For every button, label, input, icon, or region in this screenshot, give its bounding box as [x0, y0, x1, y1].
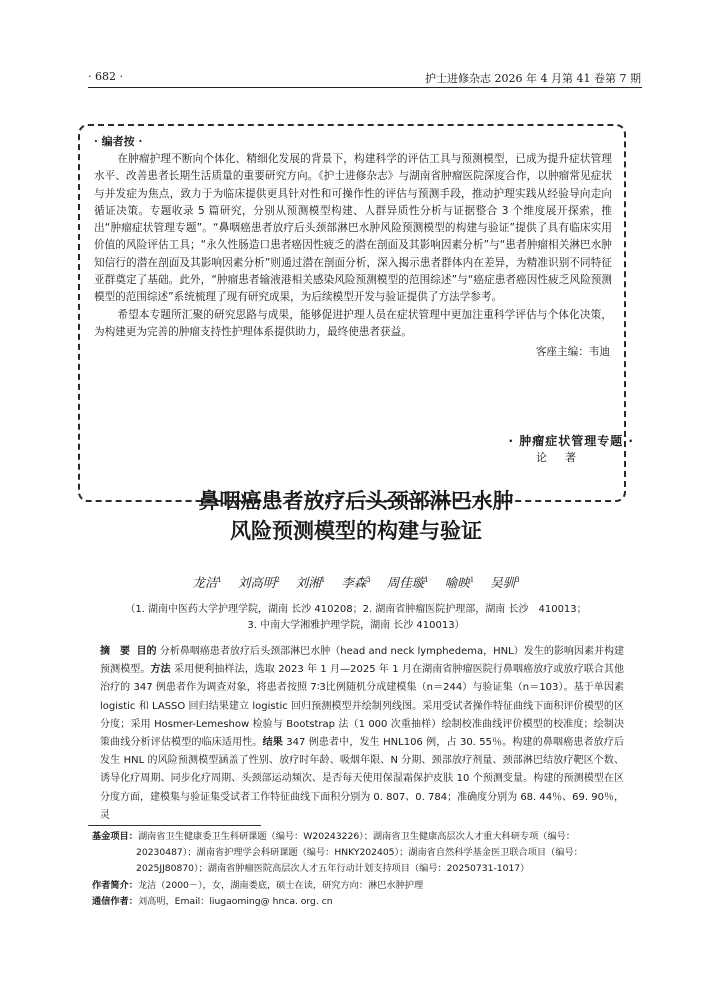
funding-note-cont: 2025JJ80870）；湖南省肿瘤医院高层次人才五年行动计划支持项目（编号：20250731-1017）	[136, 863, 530, 875]
methods-label: 方法	[150, 664, 171, 676]
author-list	[0, 573, 712, 591]
objective-text: 分析鼻咽癌患者放疗后头颈部淋巴水肿（head and neck lymphedema，HNL）发生的影响因素并构建预测模型。	[100, 646, 625, 676]
results-label: 结果	[262, 737, 283, 749]
corresponding-author: 通信作者：刘高明，Email：liugaoming@ hnca. org. cn	[92, 895, 333, 907]
author-bio: 作者简介：龙洁（2000－），女，湖南娄底，硕士在读，研究方向：淋巴水肿护理	[92, 879, 424, 891]
editor-note-title: · 编者按 ·	[94, 135, 143, 148]
affiliations	[100, 602, 612, 634]
article-title-line: 风险预测模型的构建与验证	[230, 519, 482, 543]
funding-note-cont: 20230487）；湖南省护理学会科研课题（编号：HNKY202405）；湖南省自然科学基金医卫联合项目（编号：	[136, 847, 583, 859]
author: 龙洁$^1$	[192, 575, 222, 590]
editor-note-paragraph: 希望本专题所汇聚的研究思路与成果，能够促进护理人员在症状管理中更加注重科学评估与个体化决策，为构建更为完善的肿瘤支持性护理体系提供助力，最终使患者获益。	[94, 308, 612, 338]
page-number: · 682 ·	[88, 70, 123, 83]
footnotes	[92, 829, 638, 910]
funding-note: 基金项目：湖南省卫生健康委卫生科研课题（编号：W20243226）；湖南省卫生健康高层次人才重大科研专项（编号：	[92, 831, 576, 842]
affiliation-line: 3. 中南大学湘雅护理学院，湖南 长沙 410013）	[247, 620, 465, 631]
header-rule	[88, 87, 642, 88]
article-title	[0, 486, 712, 546]
author: 刘湘$^1$	[295, 575, 326, 590]
article-title-line: 鼻咽癌患者放疗后头颈部淋巴水肿	[198, 489, 514, 513]
author: 刘高明$^2$	[237, 575, 280, 590]
series-label: · 肿瘤症状管理专题 ·	[508, 434, 634, 448]
author: 周佳璇$^1$	[386, 575, 429, 590]
abstract-label: 摘 要	[100, 646, 131, 657]
abstract	[100, 643, 624, 825]
editor-note-signature: 客座主编：韦迪	[535, 346, 610, 359]
methods-text: 采用便利抽样法，选取 2023 年 1 月—2025 年 1 月在湖南省肿瘤医院行鼻咽癌放疗或放疗联合其他治疗的 347 例患者作为调查对象，将患者按照 7∶3比例随机分成建模集（n＝244）与验证集（n＝103）。基于单因素 logistic 和 LASSO 回归结果建立 logistic 回归预测模型并绘制列线图。采用受试者操作特征曲线下面积评价模型的区分度；采用 Hosmer-Lemeshow 检验与 Bootstrap 法（1 000 次重抽样）绘制校准曲线评价模型的校准度；绘制决策曲线分析评估模型的临床适用性。	[100, 664, 625, 749]
footnote-rule	[88, 825, 261, 826]
objective-label: 目的	[136, 646, 157, 657]
author: 李森$^3$	[341, 575, 371, 590]
column-type: 论著	[536, 451, 594, 464]
journal-header: 护士进修杂志 2026 年 4 月第 41 卷第 7 期	[425, 72, 641, 85]
author: 喻映$^1$	[444, 575, 475, 590]
editor-note-paragraph: 在肿瘤护理不断向个体化、精细化发展的背景下，构建科学的评估工具与预测模型，已成为提升症状管理水平、改善患者长期生活质量的重要研究方向。《护士进修杂志》与湖南省肿瘤医院深度合作，以肿瘤常见症状与并发症为焦点，致力于为临床提供更具针对性和可操作性的评估与预测手段，推动护理实践从经验导向走向循证决策。专题收录 5 篇研究，分别从预测模型构建、人群异质性分析与证据整合 3 个维度展开探索，推出“肿瘤症状管理专题”。“鼻咽癌患者放疗后头颈部淋巴水肿风险预测模型的构建与验证”提供了具有临床实用价值的风险评估工具；“永久性肠造口患者癌因性疲乏的潜在剖面及其影响因素分析”与“患者肿瘤相关淋巴水肿知信行的潜在剖面及其影响因素分析”则通过潜在剖面分析，深入揭示患者群体内在差异，为精准识别不同特征亚群奠定了基础。此外，“肿瘤患者输液港相关感染风险预测模型的范围综述”与“癌症患者癌因性疲乏风险预测模型的范围综述”系统梳理了现有研究成果，为后续模型开发与验证提供了方法学参考。	[94, 153, 612, 304]
author: 吴驯$^3$	[490, 575, 520, 590]
affiliation-line: （1. 湖南中医药大学护理学院，湖南 长沙 410208；2. 湖南省肿瘤医院护理部，湖南 长沙 410013；	[125, 604, 587, 615]
results-text: 347 例患者中，发生 HNL106 例，占 30. 55％。构建的鼻咽癌患者放疗后发生 HNL 的风险预测模型涵盖了性别、放疗时年龄、吸烟年限、N 分期、颈部放疗剂量、颈部淋巴结放疗靶区个数、诱导化疗周期、同步化疗周期、头颈部运动频次、是否每天使用保湿霜保护皮肤 10 个预测变量。构建的预测模型在区分度方面，建模集与验证集受试者工作特征曲线下面积分别为 0. 807、0. 784；准确度分别为 68. 44％、69. 90％，灵	[100, 737, 625, 821]
